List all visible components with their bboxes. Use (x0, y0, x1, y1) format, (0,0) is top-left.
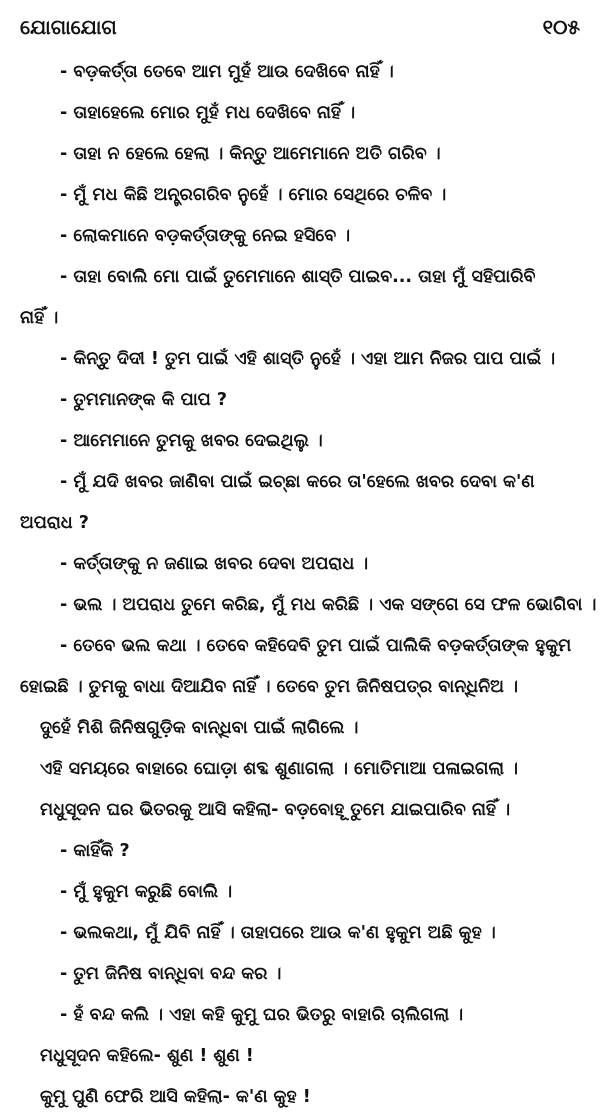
dialogue-line: - ତେବେ ଭଲ କଥା । ତେବେ କହିଦେବି ତୁମ ପାଇଁ ପାଲିକି ବଡ଼କର୍ତ୍ତାଙ୍କ ହୁକୁମ (60, 636, 572, 656)
dialogue-continuation: ଅପରାଧ ? (20, 513, 89, 533)
dialogue-line: - ଆମେମାନେ ତୁମକୁ ଖବର ଦେଇଥିଲୁ । (60, 431, 323, 451)
dialogue-continuation: ହୋଇଛି । ତୁମକୁ ବାଧା ଦିଆଯିବ ନାହିଁ । ତେବେ ତୁମ ଜିନିଷପତ୍ର ବାନ୍ଧିନିଅ । (20, 677, 518, 697)
page-body (0, 52, 600, 1118)
dialogue-line: - ତୁମ ଜିନିଷ ବାନ୍ଧିବା ବନ୍ଦ କର । (60, 964, 282, 984)
dialogue-line: - ତାହା ନ ହେଲେ ହେଲା । କିନ୍ତୁ ଆମେମାନେ ଅତି ଗରିବ । (60, 144, 441, 164)
dialogue-line: - କର୍ତ୍ତାଙ୍କୁ ନ ଜଣାଇ ଖବର ଦେବା ଅପରାଧ । (60, 554, 369, 574)
book-title: ଯୋଗାଯୋଗ (20, 15, 117, 39)
dialogue-line: - ହଁ ବନ୍ଦ କଲି । ଏହା କହି କୁମୁ ଘର ଭିତରୁ ବାହାରି ଚାଲିଗଲା । (60, 1005, 464, 1025)
dialogue-line: - କିନ୍ତୁ ଦିଦୀ ! ତୁମ ପାଇଁ ଏହି ଶାସ୍ତି ନୁହେଁ । ଏହା ଆମ ନିଜର ପାପ ପାଇଁ । (60, 349, 556, 369)
dialogue-line: - ତୁମମାନଙ୍କ କି ପାପ ? (60, 390, 228, 410)
dialogue-line: - ତାହା ବୋଲି ମୋ ପାଇଁ ତୁମେମାନେ ଶାସ୍ତି ପାଇବ... ତାହା ମୁଁ ସହିପାରିବି (60, 267, 536, 287)
dialogue-line: - ମୁଁ ଯଦି ଖବର ଜାଣିବା ପାଇଁ ଇଚ୍ଛା କରେ ତା'ହେଲେ ଖବର ଦେବା କ'ଣ (60, 472, 535, 492)
narration-line: କୁମୁ ପୁଣି ଫେରି ଆସି କହିଲା- କ'ଣ କୁହ ! (40, 1087, 311, 1107)
dialogue-continuation: ନାହିଁ । (20, 308, 59, 328)
dialogue-line: - ଲୋକମାନେ ବଡ଼କର୍ତ୍ତାଙ୍କୁ ନେଇ ହସିବେ । (60, 226, 351, 246)
dialogue-line: - ତାହାହେଲେ ମୋର ମୁହଁ ମଧ ଦେଖିବେ ନାହିଁ । (60, 103, 356, 123)
dialogue-line: - ଭଲ । ଅପରାଧ ତୁମେ କରିଛ, ମୁଁ ମଧ କରିଛି । ଏକ ସଙ୍ଗେ ସେ ଫଳ ଭୋଗିବା । (60, 595, 597, 615)
page-number: ୧୦୫ (542, 15, 580, 39)
narration-line: ମଧୁସୂଦନ କହିଲେ- ଶୁଣ ! ଶୁଣ ! (40, 1046, 254, 1066)
narration-line: ମଧୁସୂଦନ ଘର ଭିତରକୁ ଆସି କହିଲା- ବଡ଼ବୋହୂ ତୁମେ ଯାଇପାରିବ ନାହିଁ । (40, 800, 511, 820)
dialogue-line: - ବଡ଼କର୍ତ୍ତା ତେବେ ଆମ ମୁହଁ ଆଉ ଦେଖିବେ ନାହିଁ । (60, 62, 394, 82)
dialogue-line: - ମୁଁ ମଧ କିଛି ଅନ୍ତ୍ରଗରିବ ନୁହେଁ । ମୋର ସେଥିରେ ଚଳିବ । (60, 185, 447, 205)
narration-line: ଏହି ସମୟରେ ବାହାରେ ଘୋଡ଼ା ଶବ୍ଦ ଶୁଣାଗଲା । ମୋତିମାଆ ପଳାଇଗଲା । (40, 759, 518, 779)
running-header (20, 10, 580, 44)
dialogue-line: - କାହିଁକି ? (60, 841, 130, 861)
dialogue-line: - ମୁଁ ହୁକୁମ କରୁଛି ବୋଲି । (60, 882, 233, 902)
dialogue-line: - ଭଲକଥା, ମୁଁ ଯିବି ନାହିଁ । ତାହାପରେ ଆଉ କ'ଣ ହୁକୁମ ଅଛି କୁହ । (60, 923, 496, 943)
narration-line: ଦୁହେଁ ମିଶି ଜିନିଷଗୁଡ଼ିକ ବାନ୍ଧିବା ପାଇଁ ଲାଗିଲେ । (40, 718, 359, 738)
